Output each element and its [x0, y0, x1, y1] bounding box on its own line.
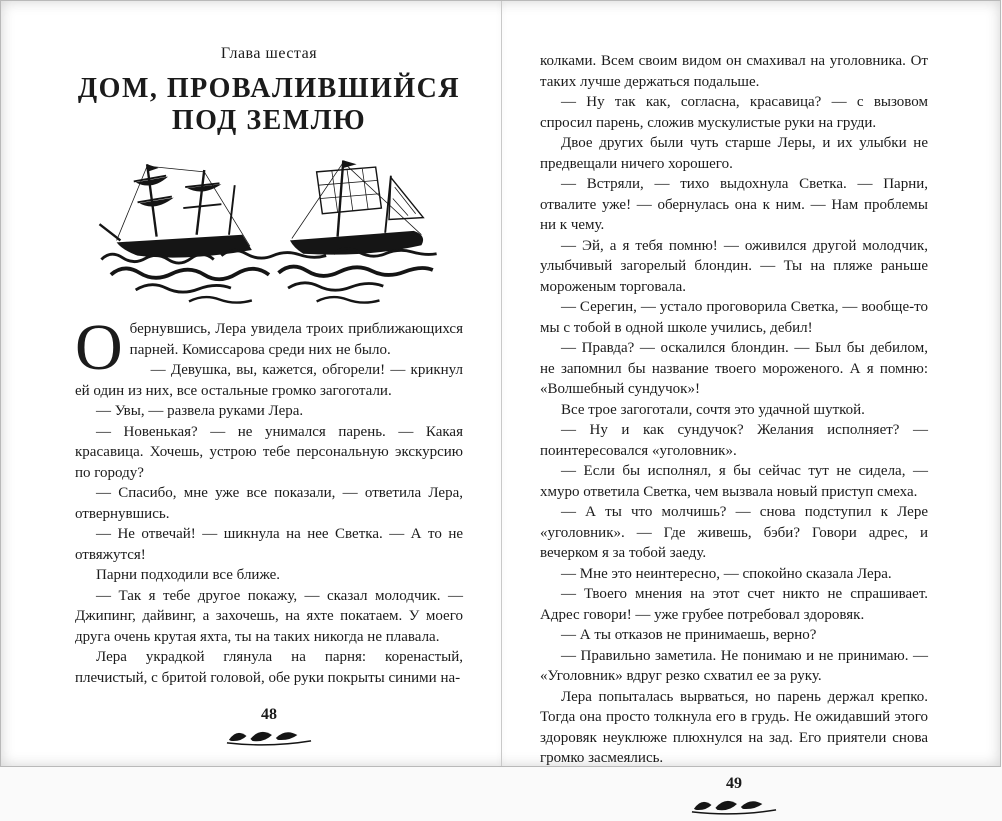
right-page-text [540, 51, 928, 769]
right-paragraphs [540, 92, 928, 769]
left-page-text [75, 311, 463, 688]
paragraph: — Спасибо, мне уже все показали, — ответила Лера, отвернувшись. [75, 485, 463, 522]
paragraph: — Правда? — оскалился блондин. — Был бы дебилом, не запомнил бы название твоего мороженого. А я помню: «Волшебный сундучок»! [540, 340, 928, 397]
paragraph: Все трое загоготали, сочтя это удачной шуткой. [561, 401, 865, 418]
paragraph: Лера украдкой глянула на парня: коренастый, плечистый, с бритой головой, обе руки покрыты синими на- [75, 649, 463, 686]
paragraph: Лера попыталась вырваться, но парень держал крепко. Тогда она просто толкнула его в грудь. Не ожидавший этого здоровяк неуклюже плюхнулся на зад. Его приятели снова громко засмеялись. [540, 688, 928, 766]
paragraph: — Встряли, — тихо выдохнула Светка. — Парни, отвалите уже! — обернулась она к ним. — Нам проблемы ни к чему. [540, 176, 928, 233]
paragraph: — Правильно заметила. Не понимаю и не принимаю. — «Уголовник» вдруг резко схватил ее за руку. [540, 647, 928, 684]
chapter-title [75, 73, 463, 137]
paragraph: — Твоего мнения на этот счет никто не спрашивает. Адрес говори! — уже грубее потребовал здоровяк. [540, 586, 928, 623]
paragraph: — Ну и как сундучок? Желания исполняет? — поинтересовался «уголовник». [540, 422, 928, 459]
chapter-label: Глава шестая [220, 45, 318, 62]
drop-cap: О [75, 311, 123, 385]
wave-ornament-icon [690, 803, 778, 820]
paragraph: Парни подходили все ближе. [96, 567, 281, 584]
paragraph: — Ну так как, согласна, красавица? — с вызовом спросил парень, сложив мускулистые руки на груди. [540, 94, 928, 131]
paragraph: — А ты отказов не принимаешь, верно? [561, 627, 817, 643]
right-page-footer [540, 769, 928, 821]
chapter-title-line2: ПОД ЗЕМЛЮ [171, 105, 367, 137]
paragraph: — Девушка, вы, кажется, обгорели! — крикнул ей один из них, все остальные громко загоготали. [75, 362, 463, 399]
left-paragraphs [75, 360, 463, 688]
left-page-footer [75, 700, 463, 752]
page-number: 48 [261, 706, 277, 723]
sinking-ships-illustration [75, 149, 463, 309]
page-number: 49 [726, 774, 742, 792]
paragraph: — А ты что молчишь? — снова подступил к Лере «уголовник». — Где живешь, бэби? Говори адрес, и вечерком я за тобой заеду. [540, 504, 928, 561]
paragraph: — Если бы исполнял, я бы сейчас тут не сидела, — хмуро ответила Светка, чем вызвала новый приступ смеха. [540, 463, 928, 500]
paragraph: — Так я тебе другое покажу, — сказал молодчик. — Джипинг, дайвинг, а захочешь, на яхте покатаем. У моего друга очень крутая яхта, ты на таких никогда не плавала. [75, 587, 463, 645]
right-page [502, 1, 1002, 792]
paragraph: — Эй, а я тебя помню! — оживился другой молодчик, улыбчивый загорелый блондин. — Ты на пляже раньше мороженым торговала. [540, 237, 928, 295]
chapter-title-line1: ДОМ, ПРОВАЛИВШИЙСЯ [77, 73, 461, 104]
paragraph: — Новенькая? — не унимался парень. — Какая красавица. Хочешь, устрою тебе персональную экскурсию по городу? [75, 423, 463, 481]
paragraph: — Мне это неинтересно, — спокойно сказала Лера. [561, 565, 892, 582]
paragraph: — Не отвечай! — шикнула на нее Светка. — А то не отвяжутся! [75, 526, 463, 563]
paragraph: — Серегин, — устало проговорила Светка, — вообще-то мы с тобой в одной школе учились, дебил! [540, 299, 928, 336]
paragraph: Двое других были чуть старше Леры, и их улыбки не предвещали ничего хорошего. [540, 135, 928, 172]
left-page [1, 1, 501, 766]
paragraph: — Увы, — развела руками Лера. [96, 403, 304, 420]
paragraph: колками. Всем своим видом он смахивал на уголовника. От таких лучше держаться подальше. [540, 53, 928, 90]
paragraph-text: бернувшись, Лера увидела троих приближающихся парней. Комиссарова среди них не было. [129, 321, 463, 358]
wave-ornament-icon [225, 734, 313, 751]
